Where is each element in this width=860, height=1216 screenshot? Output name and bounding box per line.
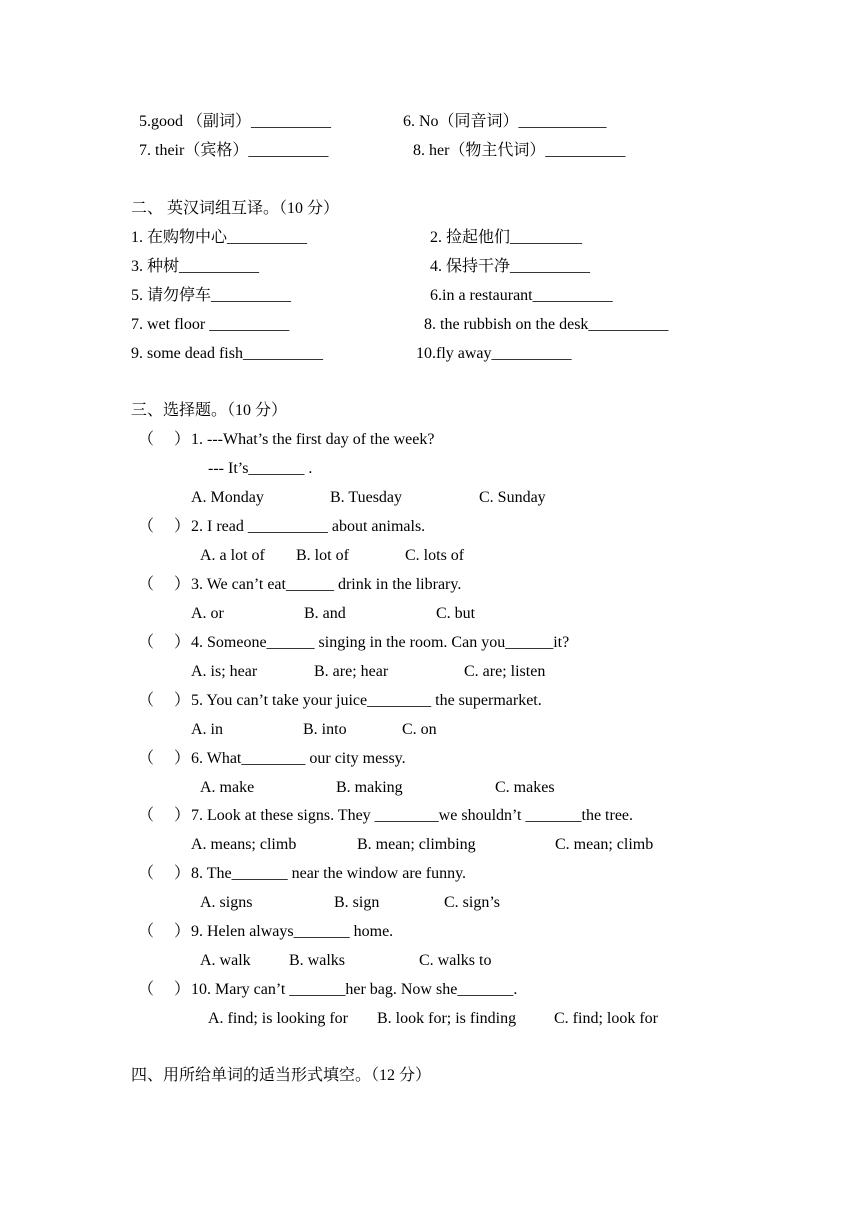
- option-b: B. making: [336, 779, 403, 796]
- vocab-item-7: 7. their（宾格）__________: [139, 142, 329, 159]
- option-b: B. lot of: [296, 547, 349, 564]
- answer-bracket: （ ）: [138, 576, 191, 593]
- option-c: C. Sunday: [479, 489, 546, 506]
- question-stem: 10. Mary can’t _______her bag. Now she_______.: [191, 981, 518, 998]
- section-heading-4: 四、用所给单词的适当形式填空。（12 分）: [131, 1067, 432, 1084]
- translation-item-7: 7. wet floor __________: [131, 316, 290, 333]
- answer-bracket: （ ）: [138, 865, 191, 882]
- option-b: B. into: [303, 721, 347, 738]
- vocab-item-5: 5.good （副词）__________: [139, 113, 332, 130]
- option-a: A. signs: [200, 894, 253, 911]
- option-b: B. look for; is finding: [377, 1010, 517, 1027]
- option-c: C. sign’s: [444, 894, 501, 911]
- option-a: A. a lot of: [200, 547, 265, 564]
- option-b: B. mean; climbing: [357, 836, 476, 853]
- answer-bracket: （ ）: [138, 981, 191, 998]
- option-c: C. mean; climb: [555, 836, 654, 853]
- option-b: B. walks: [289, 952, 345, 969]
- translation-item-9: 9. some dead fish__________: [131, 345, 323, 362]
- translation-item-4: 4. 保持干净__________: [430, 258, 591, 275]
- option-c: C. lots of: [405, 547, 465, 564]
- option-b: B. are; hear: [314, 663, 389, 680]
- question-stem: 1. ---What’s the first day of the week?: [191, 431, 435, 448]
- translation-item-6: 6.in a restaurant__________: [430, 287, 613, 304]
- option-a: A. is; hear: [191, 663, 258, 680]
- option-a: A. make: [200, 779, 255, 796]
- translation-item-2: 2. 捡起他们_________: [430, 229, 583, 246]
- option-c: C. walks to: [419, 952, 492, 969]
- translation-item-3: 3. 种树__________: [131, 258, 260, 275]
- option-b: B. sign: [334, 894, 380, 911]
- translation-item-5: 5. 请勿停车__________: [131, 287, 292, 304]
- option-a: A. find; is looking for: [208, 1010, 348, 1027]
- option-a: A. means; climb: [191, 836, 297, 853]
- translation-item-10: 10.fly away__________: [416, 345, 572, 362]
- option-c: C. find; look for: [554, 1010, 658, 1027]
- option-c: C. are; listen: [464, 663, 546, 680]
- translation-item-1: 1. 在购物中心__________: [131, 229, 308, 246]
- question-stem: 6. What________ our city messy.: [191, 750, 406, 767]
- answer-bracket: （ ）: [138, 807, 191, 824]
- answer-bracket: （ ）: [138, 923, 191, 940]
- vocab-item-8: 8. her（物主代词）__________: [413, 142, 626, 159]
- question-stem: 7. Look at these signs. They ________we shouldn’t _______the tree.: [191, 807, 634, 824]
- section-heading-3: 三、选择题。（10 分）: [131, 402, 288, 419]
- question-stem-continued: --- It’s_______ .: [208, 460, 313, 477]
- section-heading-2: 二、 英汉词组互译。（10 分）: [131, 200, 340, 217]
- question-stem: 5. You can’t take your juice________ the supermarket.: [191, 692, 542, 709]
- vocab-item-6: 6. No（同音词）___________: [403, 113, 607, 130]
- option-c: C. on: [402, 721, 437, 738]
- answer-bracket: （ ）: [138, 634, 191, 651]
- answer-bracket: （ ）: [138, 750, 191, 767]
- answer-bracket: （ ）: [138, 431, 191, 448]
- option-c: C. makes: [495, 779, 555, 796]
- option-c: C. but: [436, 605, 476, 622]
- question-stem: 8. The_______ near the window are funny.: [191, 865, 467, 882]
- answer-bracket: （ ）: [138, 518, 191, 535]
- question-stem: 4. Someone______ singing in the room. Can you______it?: [191, 634, 570, 651]
- option-a: A. Monday: [191, 489, 264, 506]
- option-a: A. or: [191, 605, 224, 622]
- answer-bracket: （ ）: [138, 692, 191, 709]
- option-b: B. Tuesday: [330, 489, 403, 506]
- question-stem: 2. I read __________ about animals.: [191, 518, 426, 535]
- question-stem: 9. Helen always_______ home.: [191, 923, 394, 940]
- option-a: A. walk: [200, 952, 251, 969]
- question-stem: 3. We can’t eat______ drink in the library.: [191, 576, 462, 593]
- translation-item-8: 8. the rubbish on the desk__________: [424, 316, 669, 333]
- option-b: B. and: [304, 605, 346, 622]
- option-a: A. in: [191, 721, 223, 738]
